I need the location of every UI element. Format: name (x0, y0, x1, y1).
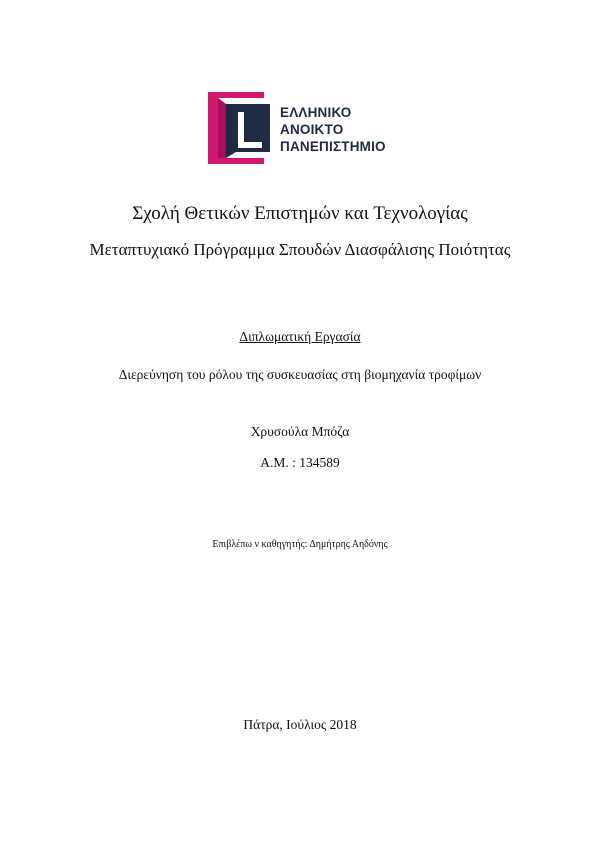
logo-line-1: ΕΛΛΗΝΙΚΟ (280, 105, 352, 120)
logo-line-3: ΠΑΝΕΠΙΣΤΗΜΙΟ (280, 139, 386, 154)
supervisor: Επιβλέπω ν καθηγητής: Δημήτρης Αηδόνης (212, 539, 388, 550)
thesis-title: Διερεύνηση του ρόλου της συσκευασίας στη βιομηχανία τροφίμων (118, 367, 482, 382)
program-name: Μεταπτυχιακό Πρόγραμμα Σπουδών Διασφάλισης Ποιότητας (89, 240, 511, 259)
university-logo (208, 92, 408, 164)
place-date: Πάτρα, Ιούλιος 2018 (243, 717, 357, 732)
author-name: Χρυσούλα Μπόζα (250, 424, 350, 439)
logo-line-2: ΑΝΟΙΚΤΟ (280, 122, 344, 137)
university-logo-icon (208, 92, 276, 164)
student-id: Α.Μ. : 134589 (260, 455, 340, 470)
school-name: Σχολή Θετικών Επιστημών και Τεχνολογίας (132, 203, 468, 224)
thesis-label: Διπλωματική Εργασία (239, 329, 361, 344)
logo-text (280, 104, 386, 155)
